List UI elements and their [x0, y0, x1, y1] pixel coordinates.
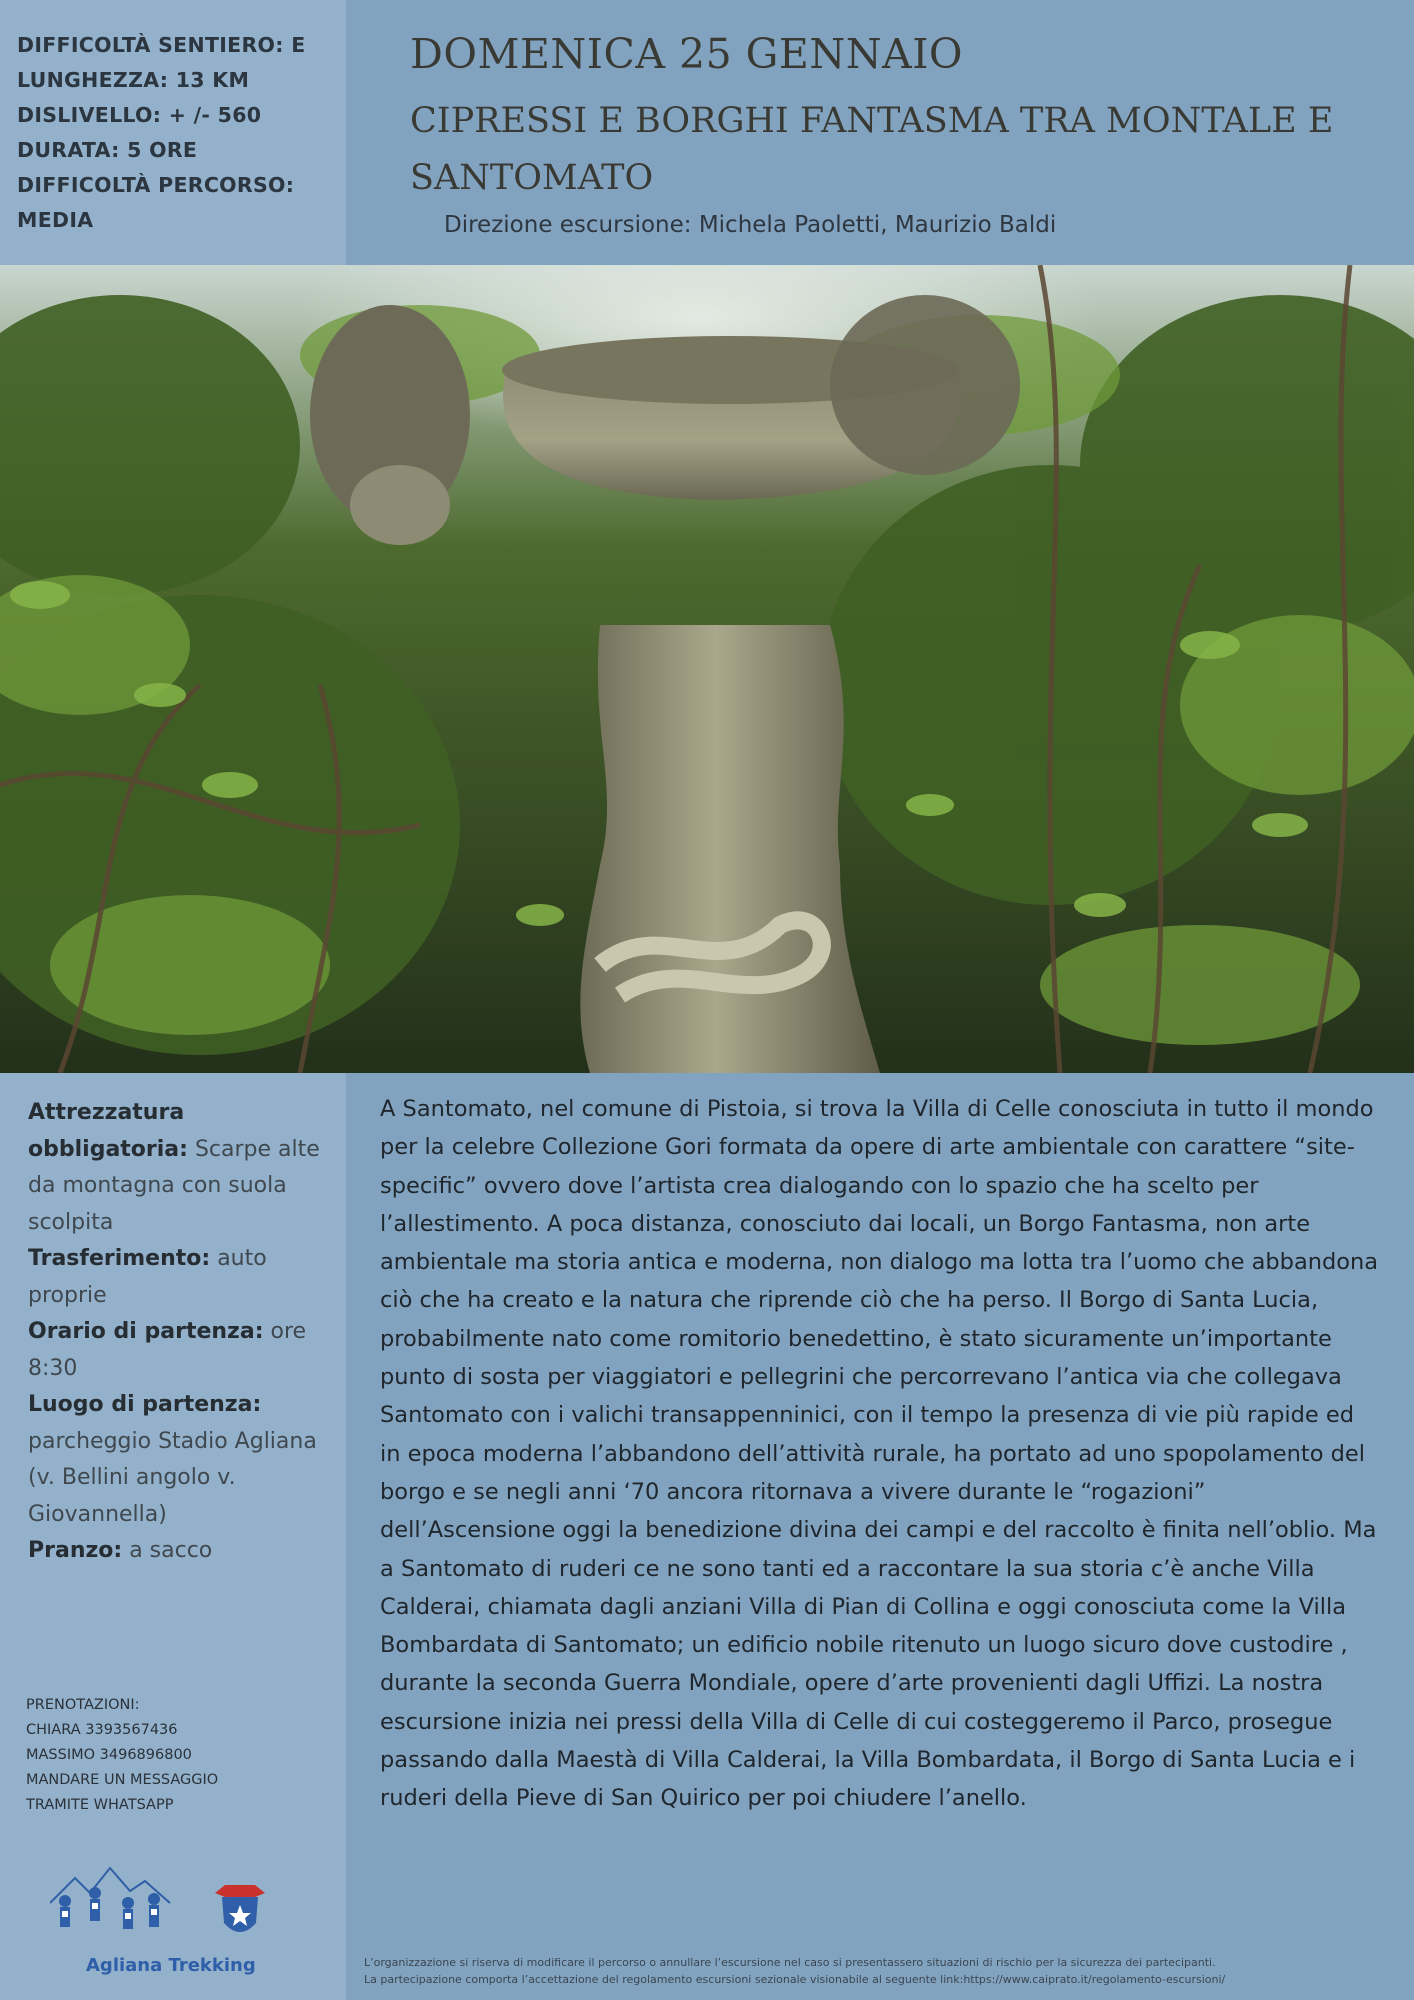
- info-transfer-value: auto proprie: [28, 1246, 267, 1308]
- fountain-illustration: [0, 265, 1414, 1073]
- agliana-trekking-logo: [50, 1863, 300, 1953]
- info-transfer-label: Trasferimento:: [28, 1246, 211, 1271]
- spec-difficulty-route-value: MEDIA: [17, 208, 94, 232]
- footer-disclaimer: [364, 1954, 1404, 1988]
- spec-length: LUNGHEZZA: 13 KM: [17, 68, 250, 92]
- info-departure-place-value: parcheggio Stadio Agliana (v. Bellini angolo v. Giovannella): [28, 1428, 317, 1527]
- trail-specs-list: [17, 28, 306, 238]
- info-lunch: [28, 1533, 338, 1570]
- fountain-photo: [0, 265, 1414, 1073]
- agliana-trekking-label: Agliana Trekking: [86, 1955, 256, 1976]
- booking-contact-massimo: MASSIMO 3496896800: [26, 1747, 192, 1763]
- logistics-info: [28, 1095, 338, 1570]
- spec-elevation: DISLIVELLO: + /- 560: [17, 103, 262, 127]
- info-equipment-value: Scarpe alte da montagna con suola scolpita: [28, 1136, 320, 1235]
- info-lunch-value: a sacco: [122, 1538, 213, 1563]
- bookings-heading: PRENOTAZIONI:: [26, 1697, 140, 1713]
- booking-contact-chiara: CHIARA 3393567436: [26, 1722, 178, 1738]
- info-departure-place-label: Luogo di partenza:: [28, 1392, 262, 1417]
- footer-line-2: La partecipazione comporta l’accettazione del regolamento escursioni sezionale visionabile al seguente link:https://www.caiprato.it/regolamento-escursioni/: [364, 1973, 1226, 1986]
- trail-specs-panel: [0, 0, 346, 265]
- info-departure-time-label: Orario di partenza:: [28, 1319, 264, 1344]
- info-departure-time: [28, 1314, 338, 1387]
- booking-instruction-line-2: TRAMITE WHATSAPP: [26, 1797, 174, 1813]
- event-header: [348, 0, 1414, 265]
- spec-difficulty-route-label: DIFFICOLTÀ PERCORSO:: [17, 173, 295, 197]
- info-equipment: [28, 1095, 338, 1241]
- info-equipment-label: Attrezzatura obbligatoria:: [28, 1100, 188, 1162]
- info-departure-place: [28, 1387, 338, 1533]
- club-logos: [50, 1863, 300, 1983]
- booking-instruction-line-1: MANDARE UN MESSAGGIO: [26, 1772, 219, 1788]
- event-leaders: Direzione escursione: Michela Paoletti, Maurizio Baldi: [444, 212, 1057, 238]
- cai-emblem-icon: [215, 1885, 265, 1932]
- info-departure-time-value: ore 8:30: [28, 1319, 307, 1381]
- logistics-panel: [0, 1073, 346, 2000]
- excursion-description: A Santomato, nel comune di Pistoia, si trova la Villa di Celle conosciuta in tutto il mondo per la celebre Collezione Gori formata da opere di arte ambientale con carattere “site-specific” ovvero dove l’artista crea dialogando con lo spazio che ha scelto per l’allestimento. A poca distanza, conosciuto dai locali, un Borgo Fantasma, non arte ambientale ma storia antica e moderna, non dialogo ma lotta tra l’uomo che abbandona ciò che ha creato e la natura che riprende ciò che ha perso. Il Borgo di Santa Lucia, probabilmente nato come romitorio benedettino, è stato sicuramente un’importante punto di sosta per viaggiatori e pellegrini che percorrevano l’antica via che collegava Santomato con i valichi transappenninici, con il tempo la presenza di vie più rapide ed in epoca moderna l’abbandono dell’attività rurale, ha portato ad uno spopolamento del borgo e se negli anni ‘70 ancora ritornava a vivere durante le “rogazioni” dell’Ascensione oggi la benedizione divina dei campi e del raccolto è finita nell’oblio. Ma a Santomato di ruderi ce ne sono tanti ed a raccontare la sua storia c’è anche Villa Calderai, chiamata dagli anziani Villa di Pian di Collina e oggi conosciuta come la Villa Bombardata di Santomato; un edificio nobile ritenuto un luogo sicuro dove custodire , durante la seconda Guerra Mondiale, opere d’arte provenienti dagli Uffizi. La nostra escursione inizia nei pressi della Villa di Celle di cui costeggeremo il Parco, prosegue passando dalla Maestà di Villa Calderai, la Villa Bombardata, il Borgo di Santa Lucia e i ruderi della Pieve di San Quirico per poi chiudere l’anello.: [380, 1096, 1379, 1812]
- footer-line-1: L’organizzazione si riserva di modificare il percorso o annullare l’escursione nel caso si presentassero situazioni di rischio per la sicurezza dei partecipanti.: [364, 1956, 1216, 1969]
- event-title: CIPRESSI E BORGHI FANTASMA TRA MONTALE E SANTOMATO: [410, 101, 1334, 198]
- bookings-block: [26, 1693, 218, 1818]
- info-transfer: [28, 1241, 338, 1314]
- spec-duration: DURATA: 5 ORE: [17, 138, 198, 162]
- info-lunch-label: Pranzo:: [28, 1538, 123, 1563]
- spec-difficulty-trail: DIFFICOLTÀ SENTIERO: E: [17, 33, 306, 57]
- event-date: DOMENICA 25 GENNAIO: [410, 30, 964, 78]
